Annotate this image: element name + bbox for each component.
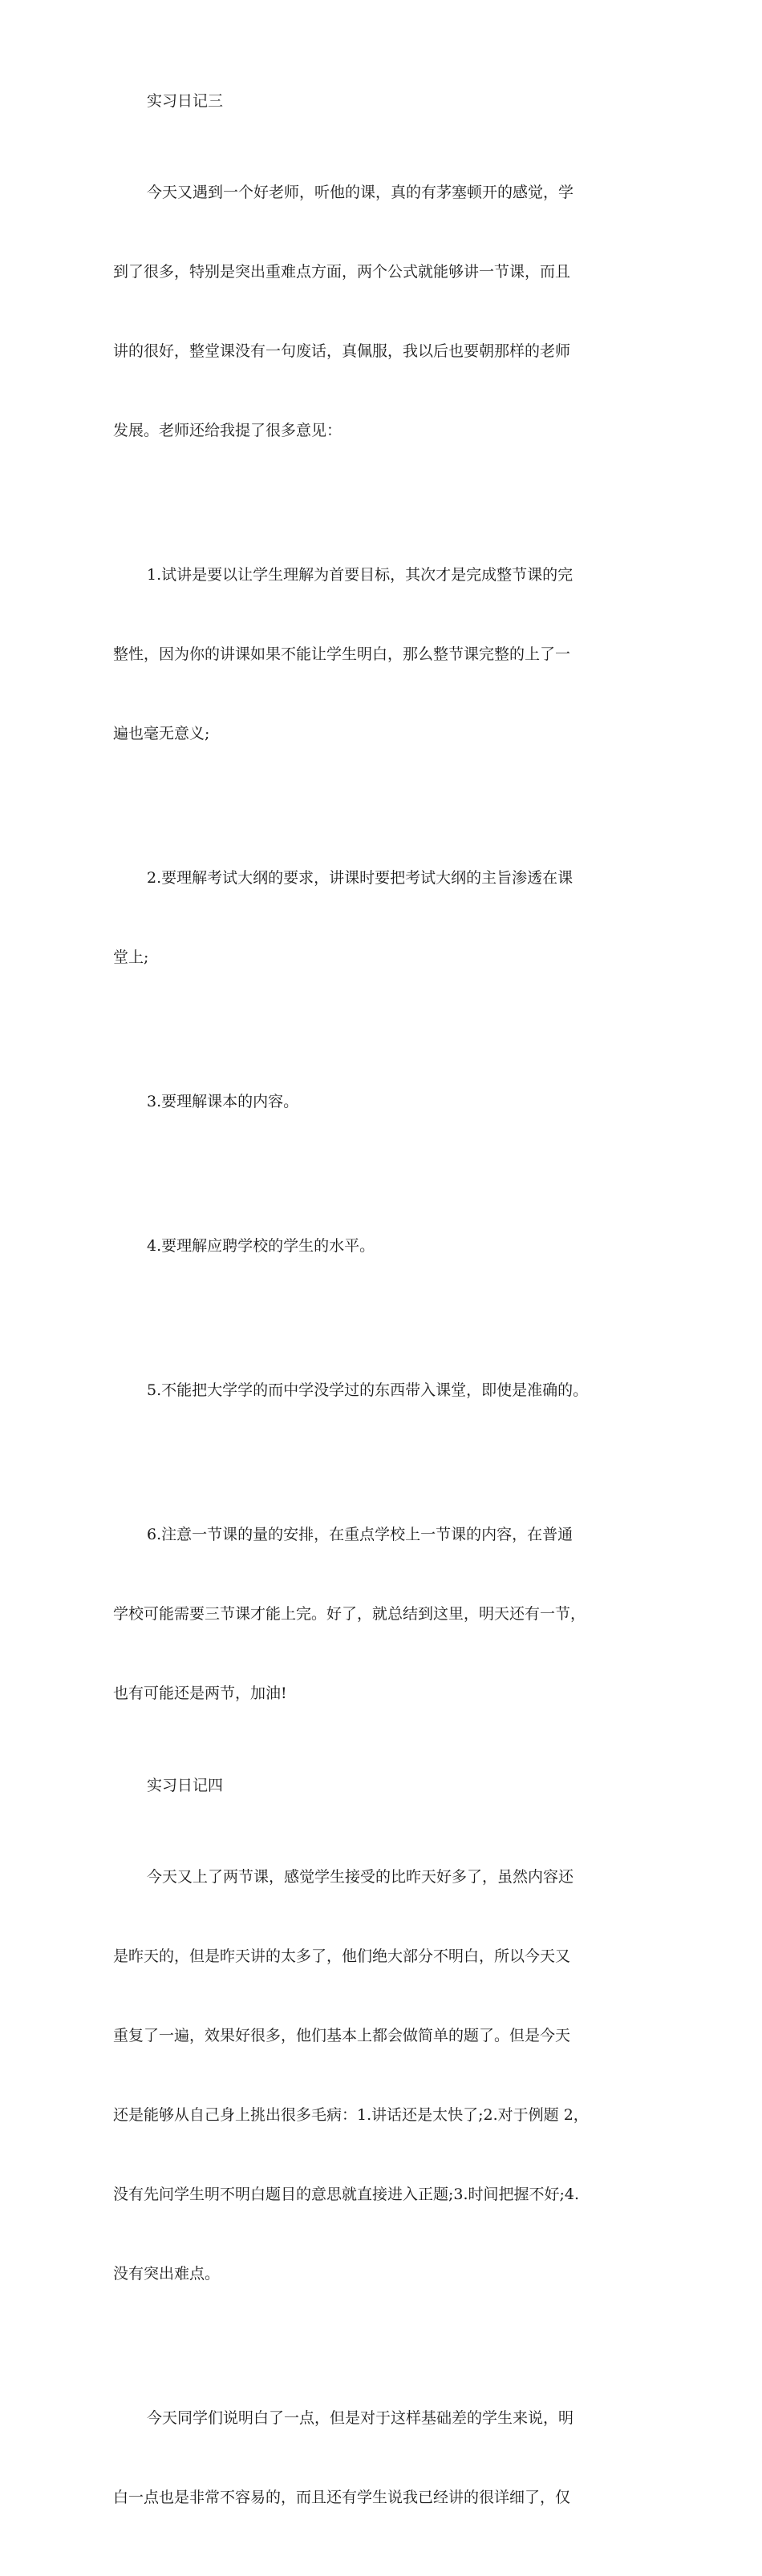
list-item <box>113 812 659 1024</box>
list-item <box>113 509 659 800</box>
text-line: 2.要理解考试大纲的要求，讲课时要把考试大纲的主旨渗透在课 <box>147 869 574 887</box>
text-line: 整性，因为你的讲课如果不能让学生明白，那么整节课完整的上了一 <box>113 645 571 663</box>
section-heading: 实习日记三 <box>147 92 224 110</box>
text-line: 讲的很好，整堂课没有一句废话，真佩服，我以后也要朝那样的老师 <box>113 342 571 360</box>
text-line: 是昨天的，但是昨天讲的太多了，他们绝大部分不明白，所以今天又 <box>113 1947 571 1965</box>
text-line: 今天又上了两节课，感觉学生接受的比昨天好多了，虽然内容还 <box>147 1868 574 1886</box>
list-item <box>113 1036 659 1168</box>
text-line: 6.注意一节课的量的安排，在重点学校上一节课的内容，在普通 <box>147 1526 574 1543</box>
document-body <box>113 87 659 2576</box>
text-line: 也有可能还是两节，加油! <box>113 1684 287 1702</box>
text-line: 没有先问学生明不明白题目的意思就直接进入正题;3.时间把握不好;4. <box>113 2186 580 2203</box>
text-line: 没有突出难点。 <box>113 2265 221 2283</box>
text-line: 到了很多，特别是突出重难点方面，两个公式就能够讲一节课，而且 <box>113 263 571 281</box>
text-line: 发展。老师还给我提了很多意见： <box>113 422 342 439</box>
text-line: 学校可能需要三节课才能上完。好了，就总结到这里，明天还有一节， <box>113 1605 586 1623</box>
text-line: 5.不能把大学学的而中学没学过的东西带入课堂，即使是准确的。 <box>147 1381 589 1399</box>
text-line: 遍也毫无意义; <box>113 725 210 742</box>
paragraph <box>113 2352 659 2564</box>
text-line: 重复了一遍，效果好很多，他们基本上都会做简单的题了。但是今天 <box>113 2027 571 2044</box>
text-line: 白一点也是非常不容易的，而且还有学生说我已经讲的很详细了，仅 <box>113 2489 571 2506</box>
section-heading: 实习日记四 <box>147 1777 224 1794</box>
paragraph <box>113 127 659 497</box>
text-line: 堂上; <box>113 948 149 966</box>
text-line: 1.试讲是要以让学生理解为首要目标，其次才是完成整节课的完 <box>147 566 574 584</box>
list-item <box>113 1180 659 1312</box>
text-line: 今天又遇到一个好老师，听他的课，真的有茅塞顿开的感觉，学 <box>147 184 574 201</box>
list-item <box>113 1324 659 1457</box>
text-line: 还是能够从自己身上挑出很多毛病：1.讲话还是太快了;2.对于例题 2， <box>113 2106 589 2124</box>
text-line: 4.要理解应聘学校的学生的水平。 <box>147 1237 375 1255</box>
text-line: 3.要理解课本的内容。 <box>147 1093 299 1110</box>
list-item <box>113 1469 659 1760</box>
text-line: 今天同学们说明白了一点，但是对于这样基础差的学生来说，明 <box>147 2409 574 2427</box>
paragraph <box>113 1811 659 2340</box>
